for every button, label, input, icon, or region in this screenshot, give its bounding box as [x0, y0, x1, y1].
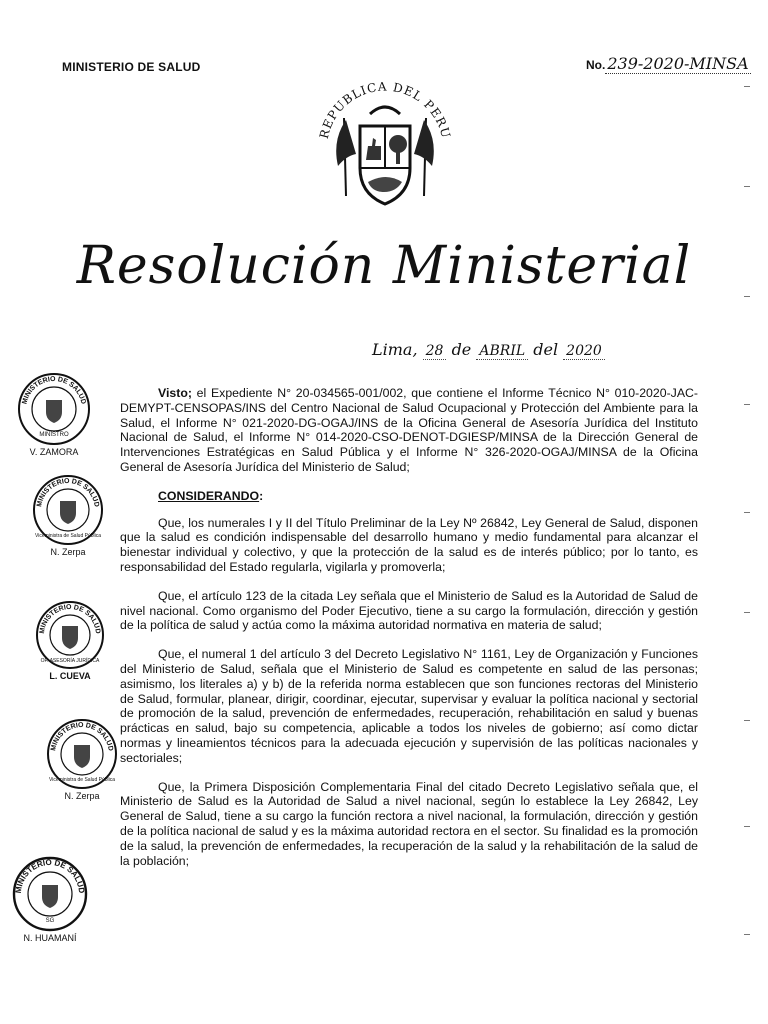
- stamp-viceminister-2: [38, 718, 126, 801]
- svg-text:Viceministra de Salud Pública: Viceministra de Salud Pública: [48, 777, 116, 783]
- svg-text:Viceministra de Salud Pública: Viceministra de Salud Pública: [34, 533, 102, 539]
- scan-mark: [744, 86, 750, 87]
- stamp-signature: V. ZAMORA: [29, 447, 79, 457]
- svg-text:MINISTERIO DE SALUD: MINISTERIO DE SALUD: [36, 477, 100, 508]
- seal-icon: [46, 718, 118, 790]
- scan-mark: [744, 186, 750, 187]
- scan-mark: [744, 720, 750, 721]
- considerando-paragraph-3: Que, el numeral 1 del artículo 3 del Decreto Legislativo N° 1161, Ley de Organización y Funciones del Ministerio de Salud, señala que el Ministerio de Salud es competente en salud de las personas; asimismo, los literales a) y b) de la referida norma establecen que son funciones rectoras del Ministerio de Salud, formular, planear, dirigir, coordinar, ejecutar, supervisar y evaluar la política nacional y sectorial de promoción de la salud, prevención de enfermedades, recuperación, rehabilitación en salud y buenas prácticas en salud, bajo su competencia, aplicable a todos los niveles de gobierno; así como dictar normas y lineamientos técnicos para la adecuada ejecución y supervisión de las políticas nacionales y sectoriales;: [120, 647, 698, 765]
- seal-icon: [35, 600, 105, 670]
- stamp-signature: N. Zerpa: [64, 791, 100, 801]
- considerando-paragraph-4: Que, la Primera Disposición Complementaria Final del citado Decreto Legislativo señala que, el Ministerio de Salud es la Autoridad de Salud a nivel nacional, según lo establece la Ley 26842, Ley General de Salud, tiene a su cargo la función rectora a nivel nacional, la formulación, dirección y gestión de la política nacional de salud y es la máxima autoridad rectora en el sector. Su finalidad es la promoción de la salud, la prevención de enfermedades, la recuperación de la salud y la rehabilitación de la salud de la población;: [120, 779, 698, 868]
- scan-mark: [744, 612, 750, 613]
- stamp-signature: N. Zerpa: [50, 547, 86, 557]
- considerando-paragraph-1: Que, los numerales I y II del Título Preliminar de la Ley Nº 26842, Ley General de Salud, disponen que la salud es condición indispensable del desarrollo humano y medio fundamental para alcanzar el bienestar individual y colectivo, y que la protección de la salud es de interés público; por lo tanto, es responsabilidad del Estado regularla, vigilarla y promoverla;: [120, 515, 698, 574]
- svg-text:MINISTERIO DE SALUD: MINISTERIO DE SALUD: [13, 857, 87, 894]
- date-month: ABRIL: [476, 343, 528, 360]
- ministry-header: MINISTERIO DE SALUD: [62, 60, 201, 74]
- svg-text:MINISTRO: MINISTRO: [39, 432, 69, 438]
- visto-text: el Expediente N° 20-034565-001/002, que contiene el Informe Técnico N° 010-2020-JAC-DEMYPT-CENSOPAS/INS del Centro Nacional de Salud Ocupacional y Protección del Ambiente para la Salud, el Informe N° 021-2020-DG-OGAJ/INS de la Oficina General de Asesoría Jurídica del Instituto Nacional de Salud, el Informe N° 014-2020-CSO-DENOT-DGIESP/MINSA de la Dirección General de Intervenciones Estratégicas en Salud Pública y el Informe N° 326-2020-OGAJ/MINSA de la Oficina General de Asesoría Jurídica del Ministerio de Salud;: [120, 386, 698, 474]
- svg-text:SG: SG: [45, 918, 55, 924]
- seal-icon: [32, 474, 104, 546]
- scan-mark: [744, 934, 750, 935]
- visto-paragraph: [120, 386, 698, 475]
- emblem-ring-text: REPUBLICA DEL PERU: [316, 79, 454, 141]
- scan-mark: [744, 512, 750, 513]
- considerando-heading: CONSIDERANDO:: [158, 488, 264, 503]
- document-title: Resolución Ministerial: [76, 236, 692, 296]
- stamp-secretary: [6, 856, 94, 943]
- svg-text:MINISTERIO DE SALUD: MINISTERIO DE SALUD: [50, 721, 114, 752]
- stamp-signature: N. HUAMANÍ: [23, 933, 77, 943]
- document-number: [586, 54, 751, 73]
- document-body: [120, 386, 698, 882]
- seal-icon: [12, 856, 88, 932]
- svg-text:MINISTERIO DE SALUD: MINISTERIO DE SALUD: [38, 603, 102, 635]
- svg-text:OF. ASESORÍA JURÍDICA: OF. ASESORÍA JURÍDICA: [40, 658, 100, 664]
- document-number-prefix: No.: [586, 58, 606, 72]
- stamp-viceminister-1: [24, 474, 112, 557]
- date-de: de: [451, 340, 472, 359]
- svg-text:MINISTERIO DE SALUD: MINISTERIO DE SALUD: [21, 375, 87, 405]
- considerando-paragraph-2: Que, el artículo 123 de la citada Ley señala que el Ministerio de Salud es la Autoridad de Salud de nivel nacional. Como organismo del Poder Ejecutivo, tiene a su cargo la formulación, dirección y gestión de la política de salud y actúa como la máxima autoridad normativa en materia de salud;: [120, 588, 698, 633]
- date-city: Lima,: [372, 340, 418, 359]
- scan-mark: [744, 296, 750, 297]
- stamp-minister: [10, 372, 98, 457]
- stamp-legal: [26, 600, 114, 681]
- date-year: 2020: [563, 343, 605, 360]
- seal-icon: [17, 372, 91, 446]
- date-day: 28: [423, 343, 447, 360]
- date-del: del: [533, 340, 559, 359]
- document-date: [372, 340, 605, 359]
- visto-label: Visto;: [158, 386, 192, 400]
- stamp-signature: L. CUEVA: [49, 671, 91, 681]
- document-number-value: 239-2020-MINSA: [607, 54, 749, 73]
- scan-mark: [744, 826, 750, 827]
- scan-mark: [744, 404, 750, 405]
- coat-of-arms-emblem: [310, 68, 460, 218]
